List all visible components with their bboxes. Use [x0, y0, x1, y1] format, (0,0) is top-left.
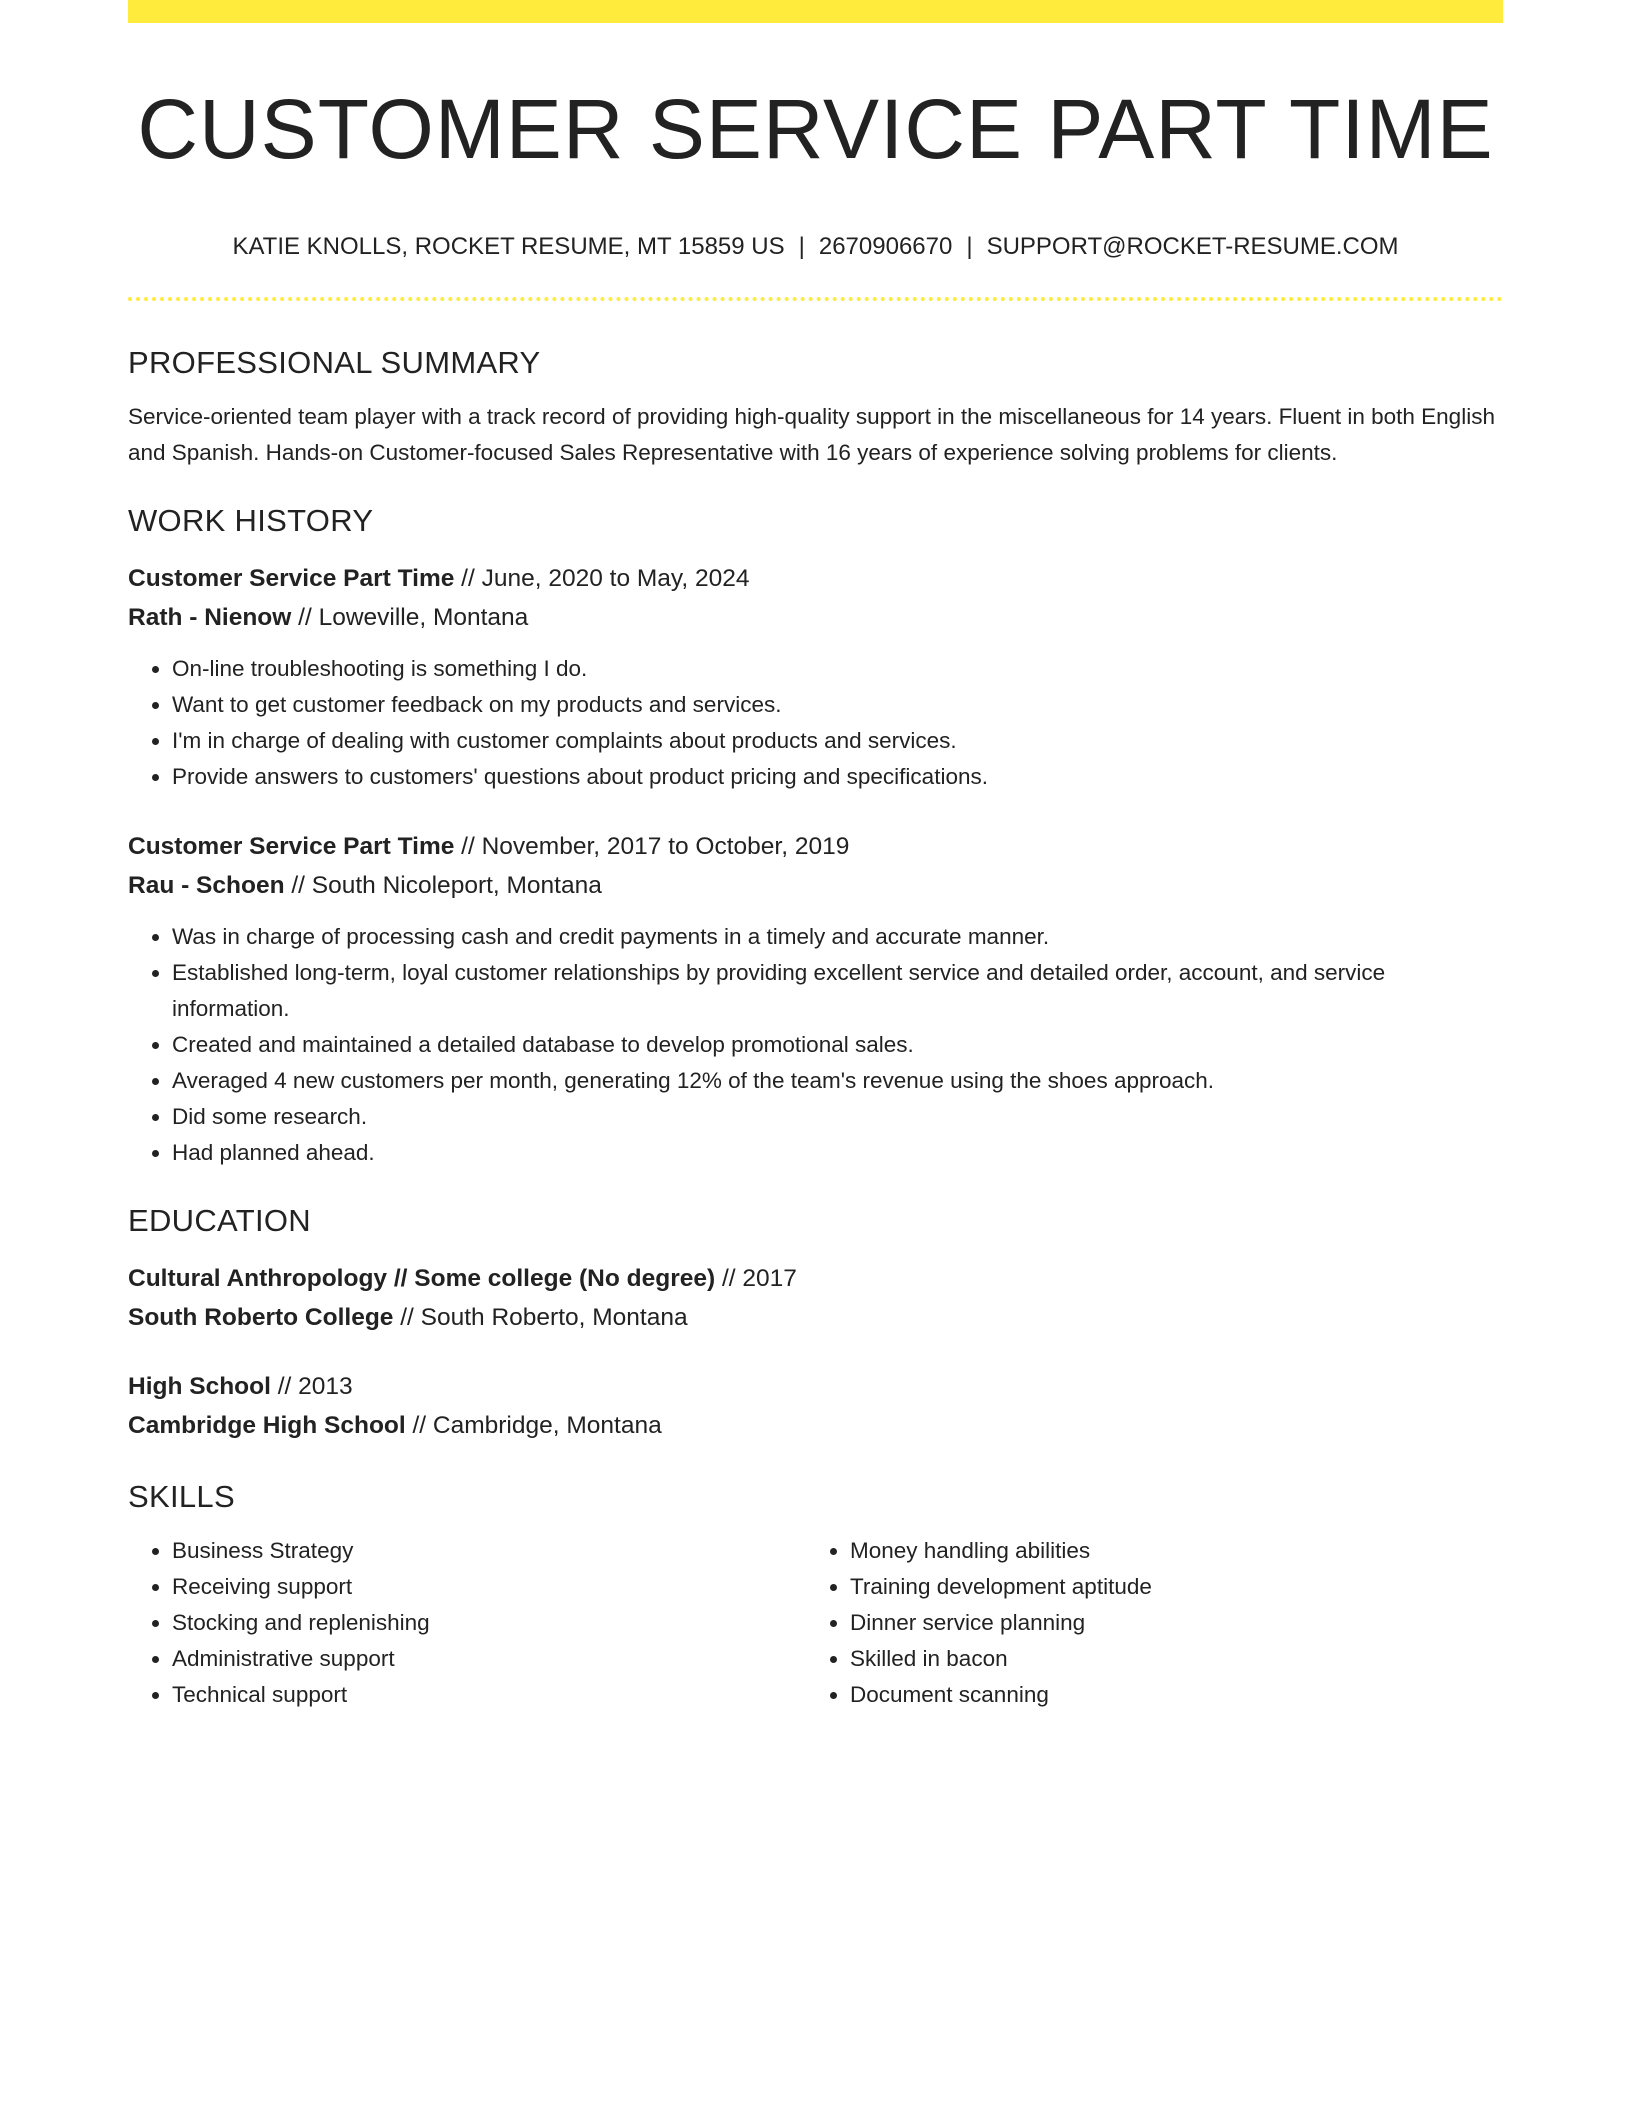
job-bullets	[128, 919, 1503, 1171]
list-item: • Was in charge of processing cash and credit payments in a timely and accurate manner.	[172, 919, 1503, 955]
contact-separator: |	[966, 233, 973, 261]
job-dates: // June, 2020 to May, 2024	[454, 565, 750, 593]
accent-top-bar	[128, 0, 1503, 23]
skills-columns	[128, 1533, 1503, 1713]
job-company: Rau - Schoen	[128, 872, 285, 900]
list-item: • Dinner service planning	[850, 1605, 1484, 1641]
list-item: • Established long-term, loyal customer relationships by providing excellent service and detailed order, account, and service information.	[172, 955, 1503, 1027]
list-item: • Administrative support	[172, 1641, 806, 1677]
education-school: South Roberto College	[128, 1304, 394, 1332]
list-item: • Receiving support	[172, 1569, 806, 1605]
education-school-line	[128, 1298, 1503, 1337]
job-title: Customer Service Part Time	[128, 833, 455, 861]
contact-address: KATIE KNOLLS, ROCKET RESUME, MT 15859 US	[232, 233, 785, 261]
contact-separator: |	[798, 233, 805, 261]
job-company-line	[128, 598, 1503, 637]
education-year: // 2013	[270, 1373, 353, 1401]
job-dates: // November, 2017 to October, 2019	[454, 833, 850, 861]
skills-heading: SKILLS	[128, 1479, 235, 1515]
job-location: // Loweville, Montana	[291, 604, 529, 632]
job-location: // South Nicoleport, Montana	[284, 872, 602, 900]
job-title-line	[128, 827, 1503, 866]
education-degree-line	[128, 1367, 1503, 1406]
job-title: Customer Service Part Time	[128, 565, 455, 593]
education-heading: EDUCATION	[128, 1203, 311, 1239]
contact-email: SUPPORT@ROCKET-RESUME.COM	[986, 233, 1399, 261]
list-item: • Averaged 4 new customers per month, generating 12% of the team's revenue using the shoes approach.	[172, 1063, 1503, 1099]
list-item: • Document scanning	[850, 1677, 1484, 1713]
job-company: Rath - Nienow	[128, 604, 292, 632]
contact-phone: 2670906670	[818, 233, 953, 261]
education-degree: Cultural Anthropology // Some college (No degree)	[128, 1265, 716, 1293]
job-entry	[128, 559, 1503, 637]
skills-column-left	[128, 1533, 806, 1713]
summary-text: Service-oriented team player with a track record of providing high-quality support in the miscellaneous for 14 years. Fluent in both English and Spanish. Hands-on Customer-focused Sales Representative with 16 years of experience solving problems for clients.	[128, 404, 1495, 466]
list-item: • Did some research.	[172, 1099, 1503, 1135]
list-item: • Technical support	[172, 1677, 806, 1713]
list-item: • Business Strategy	[172, 1533, 806, 1569]
education-entry	[128, 1259, 1503, 1337]
summary-heading: PROFESSIONAL SUMMARY	[128, 345, 541, 381]
page-title: CUSTOMER SERVICE PART TIME	[137, 82, 1494, 176]
education-location: // South Roberto, Montana	[393, 1304, 688, 1332]
education-school: Cambridge High School	[128, 1412, 406, 1440]
list-item: • Money handling abilities	[850, 1533, 1484, 1569]
education-entry	[128, 1367, 1503, 1445]
contact-line	[128, 233, 1503, 261]
education-school-line	[128, 1406, 1503, 1445]
skills-column-right	[806, 1533, 1484, 1713]
education-year: // 2017	[715, 1265, 797, 1293]
list-item: • Had planned ahead.	[172, 1135, 1503, 1171]
list-item: • Want to get customer feedback on my products and services.	[172, 687, 1503, 723]
list-item: • On-line troubleshooting is something I do.	[172, 651, 1503, 687]
education-degree: High School	[128, 1373, 271, 1401]
skills-list	[128, 1533, 806, 1713]
job-entry	[128, 827, 1503, 905]
education-degree-line	[128, 1259, 1503, 1298]
list-item: • I'm in charge of dealing with customer complaints about products and services.	[172, 723, 1503, 759]
list-item: • Training development aptitude	[850, 1569, 1484, 1605]
list-item: • Provide answers to customers' questions about product pricing and specifications.	[172, 759, 1503, 795]
job-company-line	[128, 866, 1503, 905]
dotted-divider	[128, 297, 1503, 301]
resume-content	[128, 0, 1503, 1713]
job-bullets	[128, 651, 1503, 795]
education-location: // Cambridge, Montana	[405, 1412, 662, 1440]
list-item: • Created and maintained a detailed database to develop promotional sales.	[172, 1027, 1503, 1063]
list-item: • Stocking and replenishing	[172, 1605, 806, 1641]
list-item: • Skilled in bacon	[850, 1641, 1484, 1677]
skills-list	[806, 1533, 1484, 1713]
job-title-line	[128, 559, 1503, 598]
work-history-heading: WORK HISTORY	[128, 503, 374, 539]
